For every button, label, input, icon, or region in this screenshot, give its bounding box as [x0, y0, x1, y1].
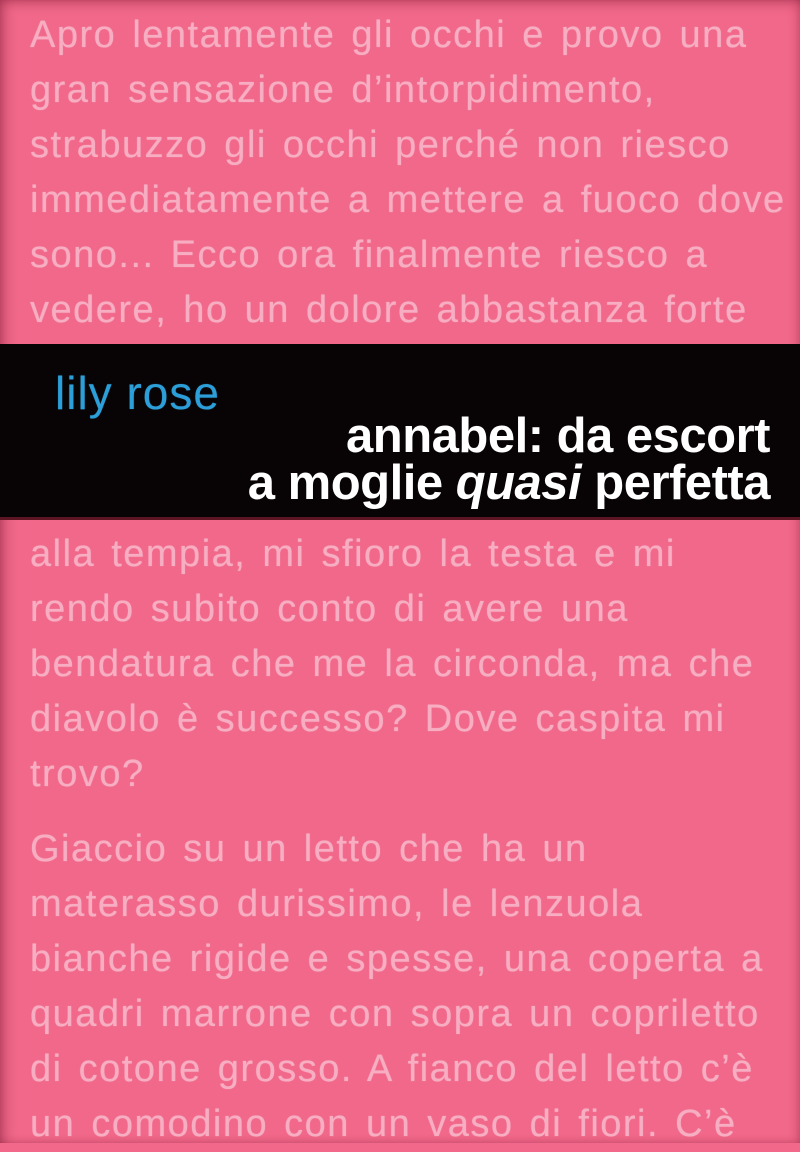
- middle-excerpt: [30, 527, 784, 802]
- text-line: trovo?: [30, 753, 145, 795]
- text-line: rendo subito conto di avere una: [30, 588, 629, 630]
- text-line: bendatura che me la circonda, ma che: [30, 643, 755, 685]
- opening-excerpt: [30, 8, 784, 338]
- title-line-1: annabel: da escort: [346, 409, 770, 463]
- text-line: vedere, ho un dolore abbastanza forte: [30, 289, 748, 331]
- text-line: alla tempia, mi sfioro la testa e mi: [30, 533, 676, 575]
- text-line: Apro lentamente gli occhi e provo una: [30, 14, 748, 56]
- text-line: bianche rigide e spesse, una coperta a: [30, 938, 764, 980]
- text-line: immediatamente a mettere a fuoco dove: [30, 179, 786, 221]
- text-line: un comodino con un vaso di fiori. C’è: [30, 1103, 737, 1145]
- title-line-2: [247, 456, 770, 510]
- text-line: Giaccio su un letto che ha un: [30, 828, 588, 870]
- author-title-band: [0, 344, 800, 520]
- text-line: strabuzzo gli occhi perché non riesco: [30, 124, 731, 166]
- text-line: sono... Ecco ora finalmente riesco a: [30, 234, 709, 276]
- text-line: gran sensazione d’intorpidimento,: [30, 69, 656, 111]
- text-line: quadri marrone con sopra un copriletto: [30, 993, 760, 1035]
- text-line: di cotone grosso. A fianco del letto c’è: [30, 1048, 754, 1090]
- title-line-2-italic: quasi: [455, 456, 582, 510]
- author-name: lily rose: [55, 367, 220, 419]
- bottom-excerpt: [30, 822, 784, 1152]
- title-line-2-pre: a moglie: [247, 456, 456, 510]
- book-title: [247, 409, 770, 510]
- text-line: materasso durissimo, le lenzuola: [30, 883, 644, 925]
- title-line-2-post: perfetta: [581, 456, 770, 510]
- text-line: diavolo è successo? Dove caspita mi: [30, 698, 726, 740]
